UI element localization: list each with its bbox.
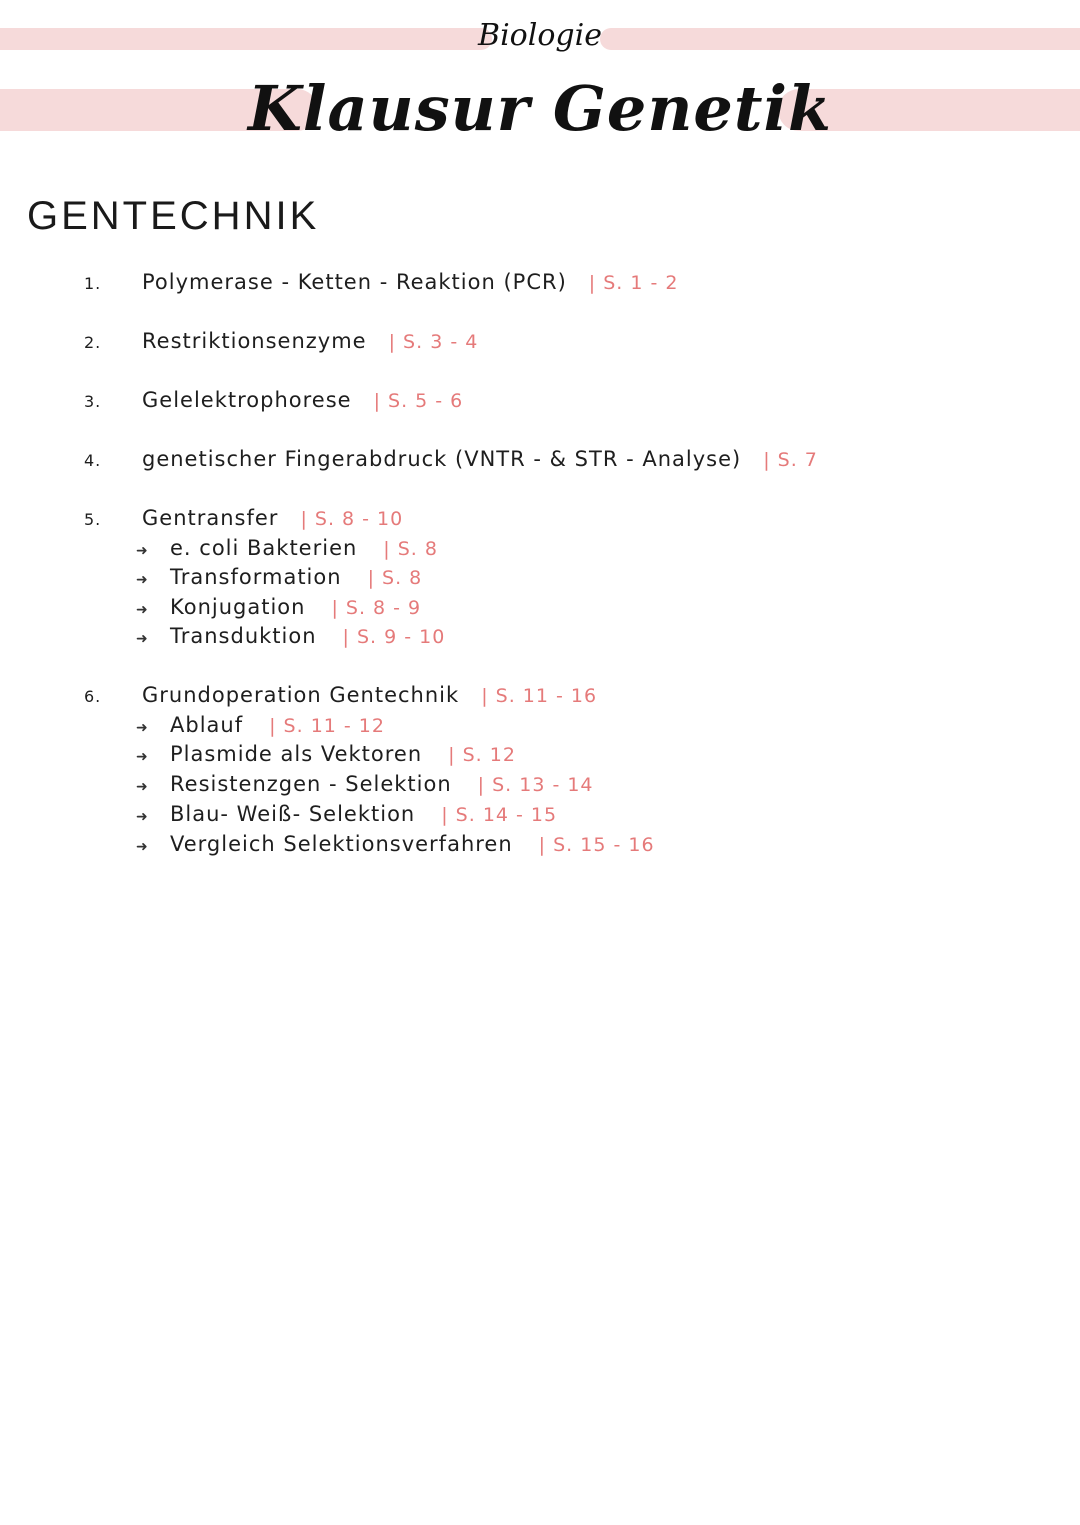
subitem-label: Transformation [170,565,342,589]
page-reference: | S. 5 - 6 [373,390,464,412]
toc-subitem [136,624,445,648]
item-label-group [142,329,478,353]
page-reference: | S. 11 - 16 [481,685,598,707]
section-heading: GENTECHNIK [27,194,320,238]
page-reference: | S. 11 - 12 [269,715,385,737]
page-reference: | S. 8 - 10 [300,508,404,530]
page-reference: | S. 7 [763,449,818,471]
page-reference: | S. 13 - 14 [477,774,594,796]
toc-subitem [136,772,594,796]
subitem-label: Plasmide als Vektoren [170,742,423,766]
item-label: Restriktionsenzyme [142,329,367,353]
toc-subitem [136,536,438,560]
item-number: 2. [84,333,102,352]
page-reference: | S. 8 [383,538,438,560]
arrow-right-icon: ➜ [136,631,149,647]
page-reference: | S. 8 [367,567,423,589]
item-number: 6. [84,687,102,706]
item-number: 3. [84,392,102,411]
arrow-right-icon: ➜ [136,720,149,736]
toc-subitem [136,595,421,619]
page-title: Klausur Genetik [248,72,832,145]
page-reference: | S. 1 - 2 [588,272,679,294]
page-reference: | S. 12 [448,744,516,766]
item-label-group [142,683,597,707]
item-number: 1. [84,274,102,293]
arrow-right-icon: ➜ [136,543,149,559]
toc-subitem [136,802,557,826]
subitem-label: Transduktion [170,624,317,648]
item-label: genetischer Fingerabdruck (VNTR - & STR - Analyse) [142,447,742,471]
subitem-label: Konjugation [170,595,306,619]
arrow-right-icon: ➜ [136,809,149,825]
subitem-label: Ablauf [170,713,244,737]
subitem-label: Resistenzgen - Selektion [170,772,452,796]
page-reference: | S. 3 - 4 [388,331,479,353]
page-reference: | S. 9 - 10 [342,626,446,648]
arrow-right-icon: ➜ [136,572,149,588]
subitem-label: Blau- Weiß- Selektion [170,802,416,826]
toc-subitem [136,713,385,737]
toc-subitem [136,565,422,589]
item-number: 5. [84,510,102,529]
arrow-right-icon: ➜ [136,779,149,795]
item-label-group [142,506,403,530]
page-reference: | S. 14 - 15 [441,804,558,826]
item-label-group [142,447,818,471]
item-label: Gentransfer [142,506,279,530]
item-label-group [142,270,678,294]
item-number: 4. [84,451,102,470]
subject-label: Biologie [478,18,602,53]
item-label: Polymerase - Ketten - Reaktion (PCR) [142,270,567,294]
item-label: Gelelektrophorese [142,388,352,412]
page-reference: | S. 15 - 16 [538,834,655,856]
item-label-group [142,388,463,412]
toc-subitem [136,742,516,766]
arrow-right-icon: ➜ [136,839,149,855]
subitem-label: e. coli Bakterien [170,536,358,560]
arrow-right-icon: ➜ [136,749,149,765]
toc-subitem [136,832,655,856]
arrow-right-icon: ➜ [136,602,149,618]
page-reference: | S. 8 - 9 [331,597,422,619]
subitem-label: Vergleich Selektionsverfahren [170,832,513,856]
item-label: Grundoperation Gentechnik [142,683,460,707]
